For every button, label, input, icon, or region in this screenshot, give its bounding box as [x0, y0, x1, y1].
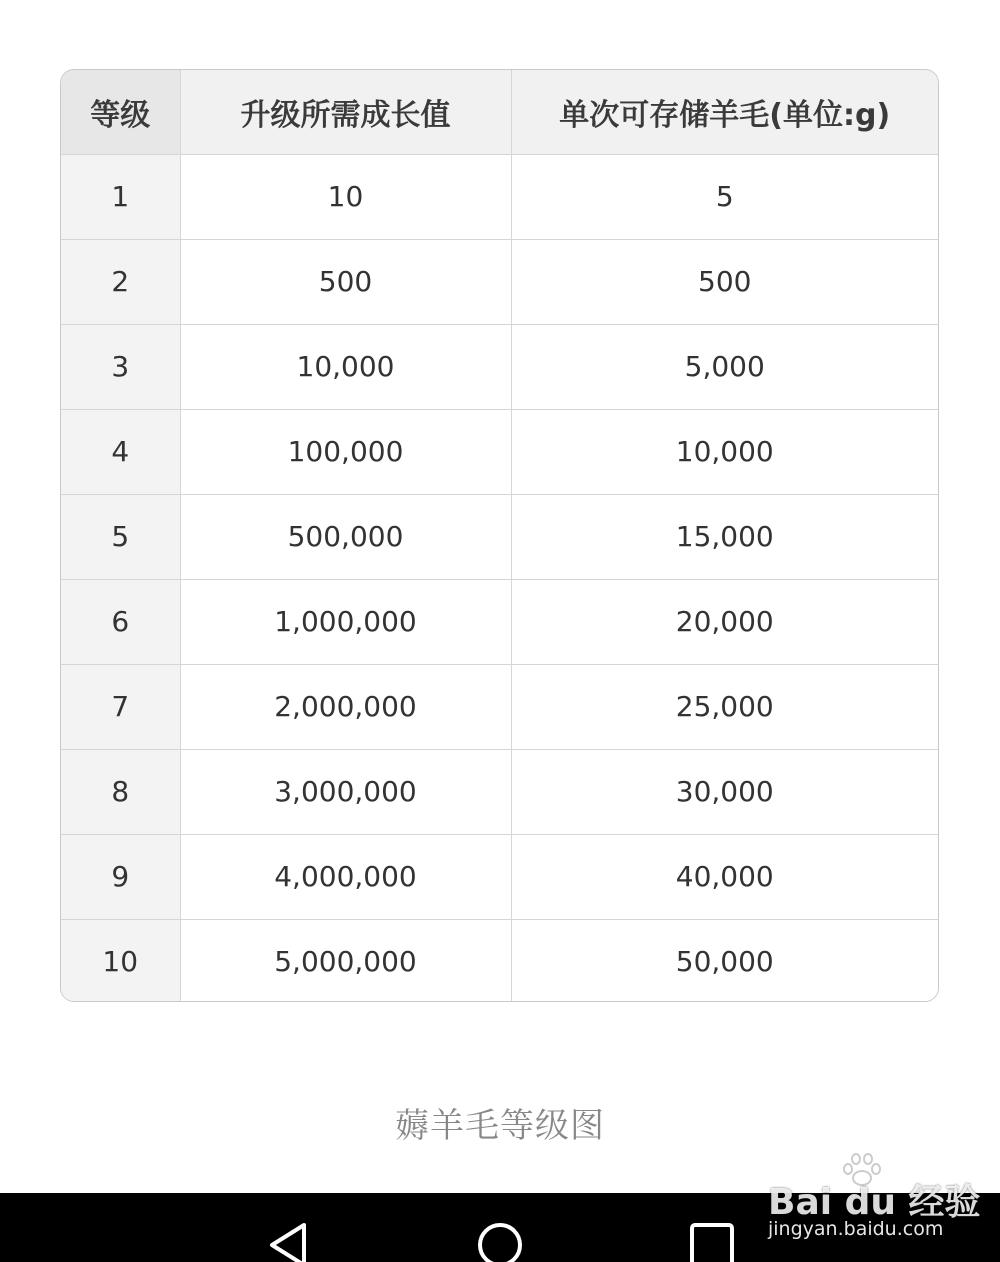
home-icon[interactable] [476, 1221, 524, 1262]
cell-level: 6 [61, 579, 180, 664]
cell-wool-storage: 25,000 [511, 664, 938, 749]
cell-growth-required: 4,000,000 [180, 834, 511, 919]
level-table [61, 70, 938, 1002]
cell-level: 10 [61, 919, 180, 1002]
cell-growth-required: 100,000 [180, 409, 511, 494]
table-row [61, 324, 938, 409]
header-wool-storage: 单次可存储羊毛(单位:g) [511, 70, 938, 154]
header-level: 等级 [61, 70, 180, 154]
cell-wool-storage: 30,000 [511, 749, 938, 834]
cell-wool-storage: 5 [511, 154, 938, 239]
cell-growth-required: 3,000,000 [180, 749, 511, 834]
cell-level: 2 [61, 239, 180, 324]
table-row [61, 409, 938, 494]
cell-level: 4 [61, 409, 180, 494]
cell-growth-required: 2,000,000 [180, 664, 511, 749]
cell-wool-storage: 500 [511, 239, 938, 324]
cell-growth-required: 10 [180, 154, 511, 239]
table-row [61, 749, 938, 834]
cell-growth-required: 500,000 [180, 494, 511, 579]
watermark-logo-text: Bai du 经验 [768, 1182, 981, 1223]
table-row [61, 664, 938, 749]
cell-level: 9 [61, 834, 180, 919]
table-row [61, 494, 938, 579]
cell-level: 7 [61, 664, 180, 749]
table-row [61, 579, 938, 664]
image-caption: 薅羊毛等级图 [395, 1106, 605, 1146]
cell-wool-storage: 50,000 [511, 919, 938, 1002]
back-icon[interactable] [264, 1221, 312, 1262]
table-row [61, 834, 938, 919]
cell-growth-required: 1,000,000 [180, 579, 511, 664]
cell-growth-required: 5,000,000 [180, 919, 511, 1002]
cell-wool-storage: 5,000 [511, 324, 938, 409]
cell-wool-storage: 20,000 [511, 579, 938, 664]
table-row [61, 919, 938, 1002]
cell-growth-required: 10,000 [180, 324, 511, 409]
cell-level: 1 [61, 154, 180, 239]
recent-apps-icon[interactable] [688, 1221, 736, 1262]
table-row [61, 154, 938, 239]
level-table-container [60, 69, 939, 1002]
table-row [61, 239, 938, 324]
cell-growth-required: 500 [180, 239, 511, 324]
cell-level: 3 [61, 324, 180, 409]
cell-wool-storage: 40,000 [511, 834, 938, 919]
watermark-url: jingyan.baidu.com [768, 1218, 944, 1240]
baidu-jingyan-watermark [768, 1152, 981, 1242]
table-header-row [61, 70, 938, 154]
header-growth-required: 升级所需成长值 [180, 70, 511, 154]
cell-level: 8 [61, 749, 180, 834]
cell-wool-storage: 10,000 [511, 409, 938, 494]
cell-wool-storage: 15,000 [511, 494, 938, 579]
cell-level: 5 [61, 494, 180, 579]
